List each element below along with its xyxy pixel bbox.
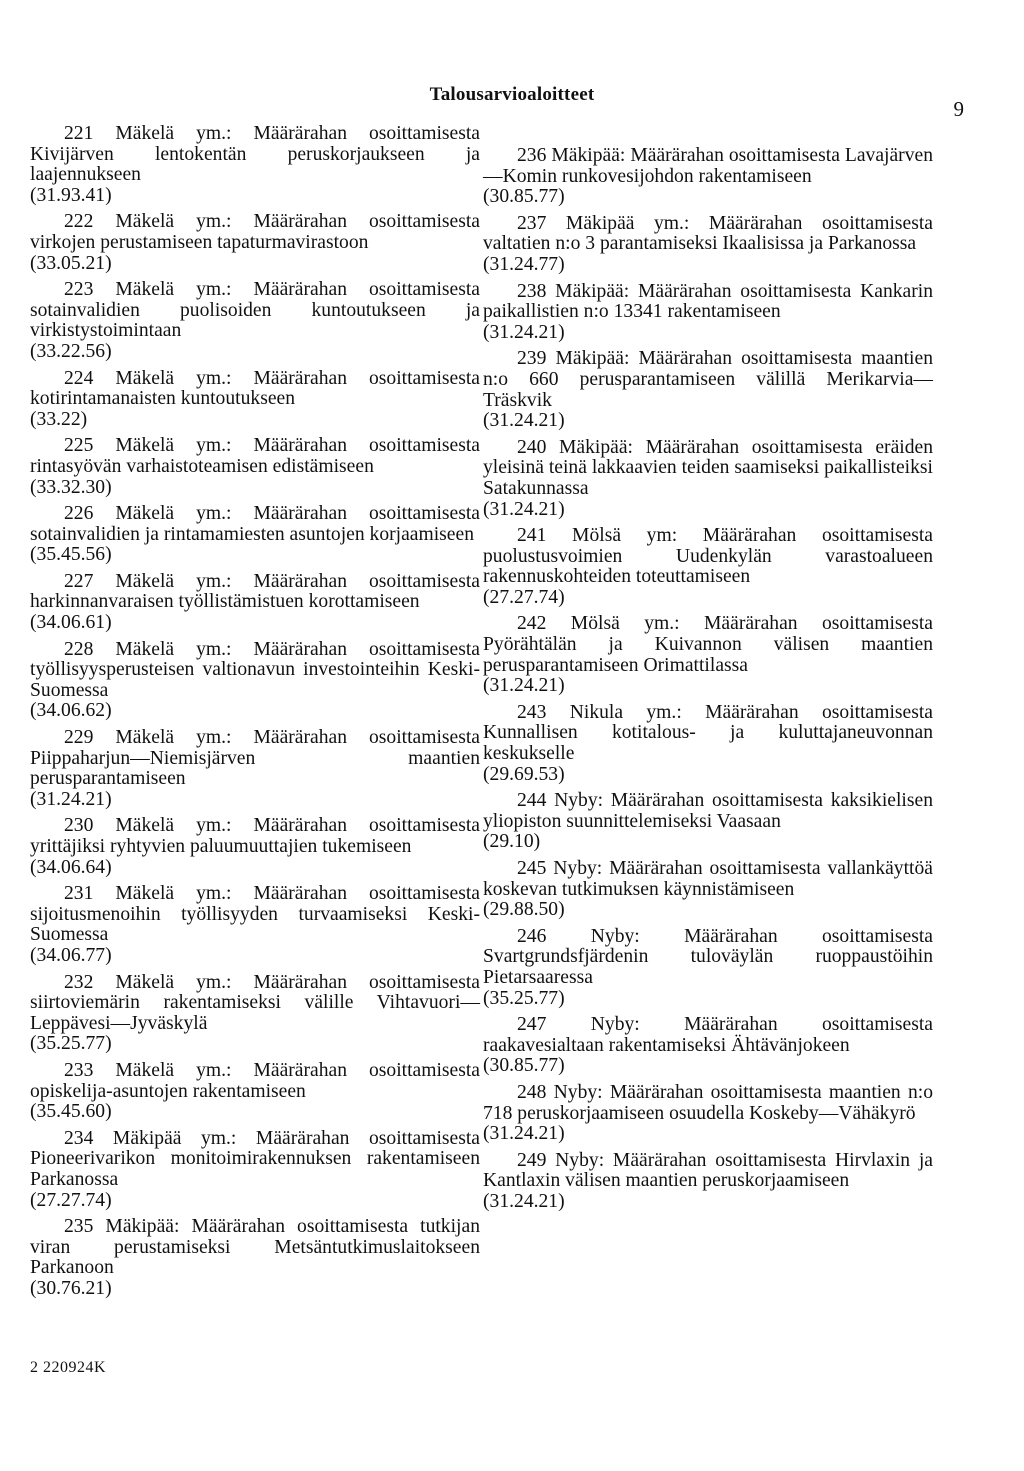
page-number: 9 [953,97,964,121]
entry-text: 247 Nyby: Määrärahan osoittamisesta raakavesialtaan rakentamiseksi Ähtävänjokeen [483,1014,933,1056]
entry-text: 235 Mäkipää: Määrärahan osoittamisesta tutkijan viran perustamiseksi Metsäntutkimuslaitokseen Parkanoon [30,1216,480,1279]
entry-code: (31.24.21) [483,498,565,520]
entry-code: (33.05.21) [30,252,112,274]
list-item [30,973,480,1055]
list-item [30,640,480,722]
entry-code: (30.76.21) [30,1277,112,1299]
entry-text: 222 Mäkelä ym.: Määrärahan osoittamisesta virkojen perustamiseen tapaturmavirastoon [30,211,480,253]
list-item [483,214,933,276]
entry-code: (29.88.50) [483,899,565,921]
list-item [30,884,480,966]
list-item [483,703,933,785]
entry-text: 243 Nikula ym.: Määrärahan osoittamisesta Kunnallisen kotitalous- ja kuluttajaneuvonnan keskukselle [483,701,933,765]
entry-text: 232 Mäkelä ym.: Määrärahan osoittamisesta siirtoviemärin rakentamiseksi välille Vihtavuori—Leppävesi—Jyväskylä [30,971,480,1034]
entry-code: (35.25.77) [30,1033,112,1055]
entry-code: (34.06.77) [30,944,112,966]
list-item [483,614,933,696]
list-item [30,436,480,498]
running-head: Talousarvioaloitteet [429,84,595,105]
entry-text: 221 Mäkelä ym.: Määrärahan osoittamisesta Kivijärven lentokentän peruskorjaukseen ja laajennukseen [30,123,480,186]
entry-text: 238 Mäkipää: Määrärahan osoittamisesta Kankarin paikallistien n:o 13341 rakentamiseen [483,280,933,323]
entry-code: (30.85.77) [483,186,565,208]
entry-code: (30.85.77) [483,1055,565,1077]
entry-text: 234 Mäkipää ym.: Määrärahan osoittamisesta Pioneerivarikon monitoimirakennuksen rakentamiseen Parkanossa [30,1127,480,1190]
entry-text: 233 Mäkelä ym.: Määrärahan osoittamisesta opiskelija-asuntojen rakentamiseen [30,1059,480,1102]
entry-code: (31.24.21) [483,321,565,343]
entry-text: 225 Mäkelä ym.: Määrärahan osoittamisesta rintasyövän varhaistoteamisen edistämiseen [30,435,480,477]
entry-code: (31.24.21) [483,410,565,432]
list-item [30,1061,480,1123]
list-item [483,282,933,344]
list-item [30,1129,480,1211]
entry-code: (34.06.62) [30,700,112,722]
entry-code: (33.22) [30,408,88,430]
entry-code: (27.27.74) [483,586,565,608]
entry-text: 248 Nyby: Määrärahan osoittamisesta maantien n:o 718 peruskorjaamiseen osuudella Koskeby—Vähäkyrö [483,1081,933,1124]
entry-text: 239 Mäkipää: Määrärahan osoittamisesta maantien n:o 660 perusparantamiseen välillä Merikarvia—Träskvik [483,348,933,411]
entry-text: 230 Mäkelä ym.: Määrärahan osoittamisesta yrittäjiksi ryhtyvien paluumuuttajien tukemiseen [30,815,480,857]
entry-code: (31.93.41) [30,184,112,206]
entry-code: (33.32.30) [30,476,112,498]
entry-code: (27.27.74) [30,1189,112,1211]
list-item [30,1217,480,1299]
entry-code: (34.06.61) [30,612,112,634]
entry-code: (34.06.64) [30,856,112,878]
list-item [483,146,933,208]
list-item [483,1151,933,1213]
list-item [30,369,480,431]
list-item [30,728,480,810]
left-column [30,124,480,1305]
entry-text: 228 Mäkelä ym.: Määrärahan osoittamisesta työllisyysperusteisen valtionavun investointeihin Keski-Suomessa [30,638,480,701]
list-item [483,349,933,431]
entry-text: 224 Mäkelä ym.: Määrärahan osoittamisesta kotirintamanaisten kuntoutukseen [30,367,480,410]
entry-code: (31.24.21) [483,1123,565,1145]
list-item [483,791,933,853]
entry-text: 231 Mäkelä ym.: Määrärahan osoittamisesta sijoitusmenoihin työllisyyden turvaamiseksi Keski-Suomessa [30,883,480,946]
list-item [30,816,480,878]
entry-text: 236 Mäkipää: Määrärahan osoittamisesta Lavajärven—Komin runkovesijohdon rakentamiseen [483,145,933,187]
list-item [483,526,933,608]
entry-text: 237 Mäkipää ym.: Määrärahan osoittamisesta valtatien n:o 3 parantamiseksi Ikaalisissa ja Parkanossa [483,212,933,255]
list-item [30,280,480,362]
list-item [30,212,480,274]
list-item [483,859,933,921]
entry-code: (29.10) [483,831,541,853]
entry-text: 245 Nyby: Määrärahan osoittamisesta vallankäyttöä koskevan tutkimuksen käynnistämiseen [483,858,933,900]
list-item [30,572,480,634]
entry-text: 226 Mäkelä ym.: Määrärahan osoittamisesta sotainvalidien ja rintamamiesten asuntojen korjaamiseen [30,503,480,545]
entry-text: 246 Nyby: Määrärahan osoittamisesta Svartgrundsfjärdenin tuloväylän ruoppaustöihin Pietarsaaressa [483,925,933,988]
list-item [483,438,933,520]
list-item [483,1083,933,1145]
entry-code: (29.69.53) [483,763,565,785]
list-item [483,927,933,1009]
list-item [30,124,480,206]
entry-text: 240 Mäkipää: Määrärahan osoittamisesta eräiden yleisinä teinä lakkaavien teiden saamiseksi paikallisteiksi Satakunnassa [483,436,933,499]
entry-text: 242 Mölsä ym.: Määrärahan osoittamisesta Pyörähtälän ja Kuivannon välisen maantien perusparantamiseen Orimattilassa [483,613,933,676]
entry-code: (35.45.60) [30,1101,112,1123]
entry-text: 244 Nyby: Määrärahan osoittamisesta kaksikielisen yliopiston suunnittelemiseksi Vaasaan [483,790,933,832]
entry-text: 249 Nyby: Määrärahan osoittamisesta Hirvlaxin ja Kantlaxin välisen maantien peruskorjaamiseen [483,1149,933,1192]
entry-code: (31.24.21) [30,788,112,810]
entry-text: 227 Mäkelä ym.: Määrärahan osoittamisesta harkinnanvaraisen työllistämistuen korottamiseen [30,570,480,613]
entry-code: (33.22.56) [30,340,112,362]
entry-code: (35.45.56) [30,544,112,566]
entry-code: (31.24.21) [483,675,565,697]
entry-text: 241 Mölsä ym: Määrärahan osoittamisesta puolustusvoimien Uudenkylän varastoalueen rakennuskohteiden toteuttamiseen [483,525,933,588]
entry-text: 223 Mäkelä ym.: Määrärahan osoittamisesta sotainvalidien puolisoiden kuntoutukseen ja virkistystoimintaan [30,279,480,342]
entry-code: (35.25.77) [483,987,565,1009]
entry-code: (31.24.21) [483,1190,565,1212]
right-column [483,146,933,1219]
list-item [30,504,480,566]
entry-text: 229 Mäkelä ym.: Määrärahan osoittamisesta Piippaharjun—Niemisjärven maantien perusparantamiseen [30,727,480,790]
footer-print-code: 2 220924K [30,1359,107,1376]
entry-code: (31.24.77) [483,253,565,275]
list-item [483,1015,933,1077]
